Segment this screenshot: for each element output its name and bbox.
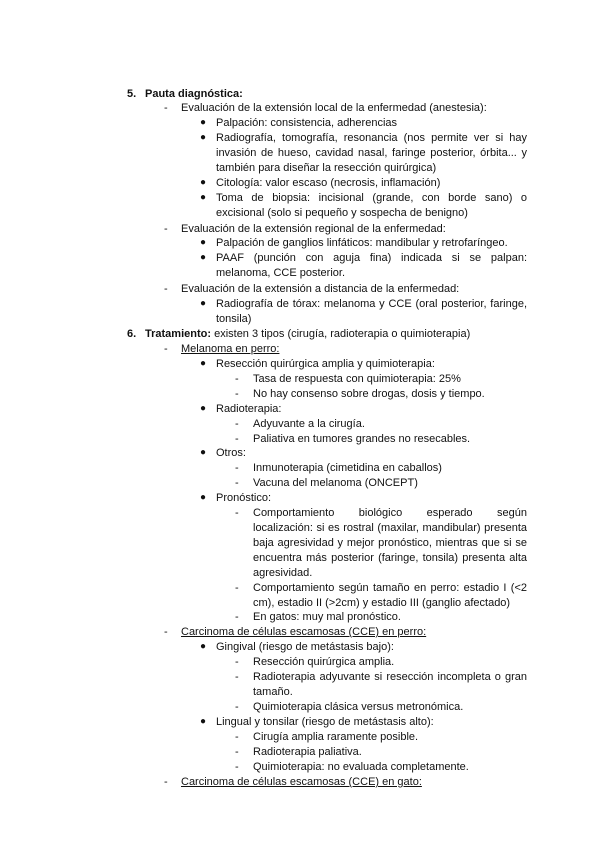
list-item: En gatos: muy mal pronóstico. [253,611,401,623]
dash-marker: - [164,283,168,295]
list-item: Evaluación de la extensión a distancia de la enfermedad: [181,283,460,295]
subsection-title: Melanoma en perro: [181,343,280,355]
section-title: Tratamiento: [145,328,212,340]
dash-marker: - [235,433,239,445]
list-item: cm), estadio II (>2cm) y estadio III (ganglio afectado) [253,597,511,609]
list-item: Cirugía amplia raramente posible. [253,731,419,743]
list-item: PAAF (punción con aguja fina) indicada si se palpan: [216,252,527,264]
list-item: Evaluación de la extensión local de la enfermedad (anestesia): [181,102,487,114]
list-item: Radiografía de tórax: melanoma y CCE (oral posterior, faringe, [216,298,527,310]
dash-marker: - [235,462,239,474]
list-item: Evaluación de la extensión regional de la enfermedad: [181,223,446,235]
dash-marker: - [235,701,239,713]
list-item: localización: si es rostral (maxilar, mandibular) presenta [253,522,527,534]
list-item: Radioterapia paliativa. [253,746,362,758]
dash-marker: - [235,746,239,758]
list-item: Otros: [216,447,246,459]
dash-marker: - [235,656,239,668]
list-item: Quimioterapia clásica versus metronómica. [253,701,464,713]
dash-marker: - [164,343,168,355]
list-item: agresividad. [253,567,313,579]
bullet-marker: ● [200,716,207,727]
list-item: Lingual y tonsilar (riesgo de metástasis alto): [216,716,434,728]
dash-marker: - [235,418,239,430]
dash-marker: - [235,582,239,594]
section-intro: existen 3 tipos (cirugía, radioterapia o quimioterapia) [211,328,471,340]
dash-marker: - [235,671,239,683]
bullet-marker: ● [200,403,207,414]
list-item: Paliativa en tumores grandes no resecables. [253,433,471,445]
bullet-marker: ● [200,641,207,652]
list-item: excisional (solo si pequeño y sospecha de benigno) [216,207,468,219]
list-item: Adyuvante a la cirugía. [253,418,365,430]
subsection-title: Carcinoma de células escamosas (CCE) en perro: [181,626,427,638]
dash-marker: - [235,611,239,623]
list-item: invasión de hueso, cavidad nasal, faringe posterior, órbita... y [216,147,527,159]
list-item: también para diseñar la resección quirúrgica) [216,162,437,174]
section-heading-line [145,327,470,341]
list-item: Quimioterapia: no evaluada completamente. [253,761,469,773]
list-item: Inmunoterapia (cimetidina en caballos) [253,462,442,474]
dash-marker: - [235,731,239,743]
list-item: No hay consenso sobre drogas, dosis y tiempo. [253,388,485,400]
dash-marker: - [164,776,168,788]
list-item: Comportamiento biológico esperado según [253,507,527,519]
dash-marker: - [164,102,168,114]
dash-marker: - [235,373,239,385]
list-item: Radiografía, tomografía, resonancia (nos permite ver si hay [216,132,527,144]
dash-marker: - [235,761,239,773]
list-item: tamaño. [253,686,293,698]
dash-marker: - [164,626,168,638]
list-item: encuentra más posterior (faringe, tonsila) presenta alta [253,552,527,564]
list-item: Resección quirúrgica amplia. [253,656,395,668]
list-item: Vacuna del melanoma (ONCEPT) [253,477,418,489]
list-item: Citología: valor escaso (necrosis, inflamación) [216,177,441,189]
dash-marker: - [235,477,239,489]
dash-marker: - [164,223,168,235]
list-item: Radioterapia: [216,403,282,415]
bullet-marker: ● [200,298,207,309]
dash-marker: - [235,507,239,519]
section-number: 5. [127,88,137,100]
bullet-marker: ● [200,252,207,263]
bullet-marker: ● [200,177,207,188]
bullet-marker: ● [200,132,207,143]
list-item: Tasa de respuesta con quimioterapia: 25% [253,373,461,385]
bullet-marker: ● [200,192,207,203]
bullet-marker: ● [200,447,207,458]
list-item: Gingival (riesgo de metástasis bajo): [216,641,394,653]
list-item: Palpación de ganglios linfáticos: mandibular y retrofaríngeo. [216,237,508,249]
list-item: Pronóstico: [216,492,272,504]
dash-marker: - [235,388,239,400]
list-item: Palpación: consistencia, adherencias [216,117,398,129]
section-number: 6. [127,328,137,340]
list-item: Toma de biopsia: incisional (grande, con borde sano) o [216,192,527,204]
list-item: melanoma, CCE posterior. [216,267,345,279]
bullet-marker: ● [200,237,207,248]
bullet-marker: ● [200,117,207,128]
bullet-marker: ● [200,358,207,369]
list-item: baja agresividad y mejor pronóstico, mientras que si se [253,537,527,549]
section-title: Pauta diagnóstica: [145,88,243,100]
list-item: Radioterapia adyuvante si resección incompleta o gran [253,671,527,683]
bullet-marker: ● [200,492,207,503]
list-item: Comportamiento según tamaño en perro: estadio I (<2 [253,582,527,594]
list-item: tonsila) [216,313,252,325]
subsection-title: Carcinoma de células escamosas (CCE) en gato: [181,776,422,788]
list-item: Resección quirúrgica amplia y quimioterapia: [216,358,435,370]
